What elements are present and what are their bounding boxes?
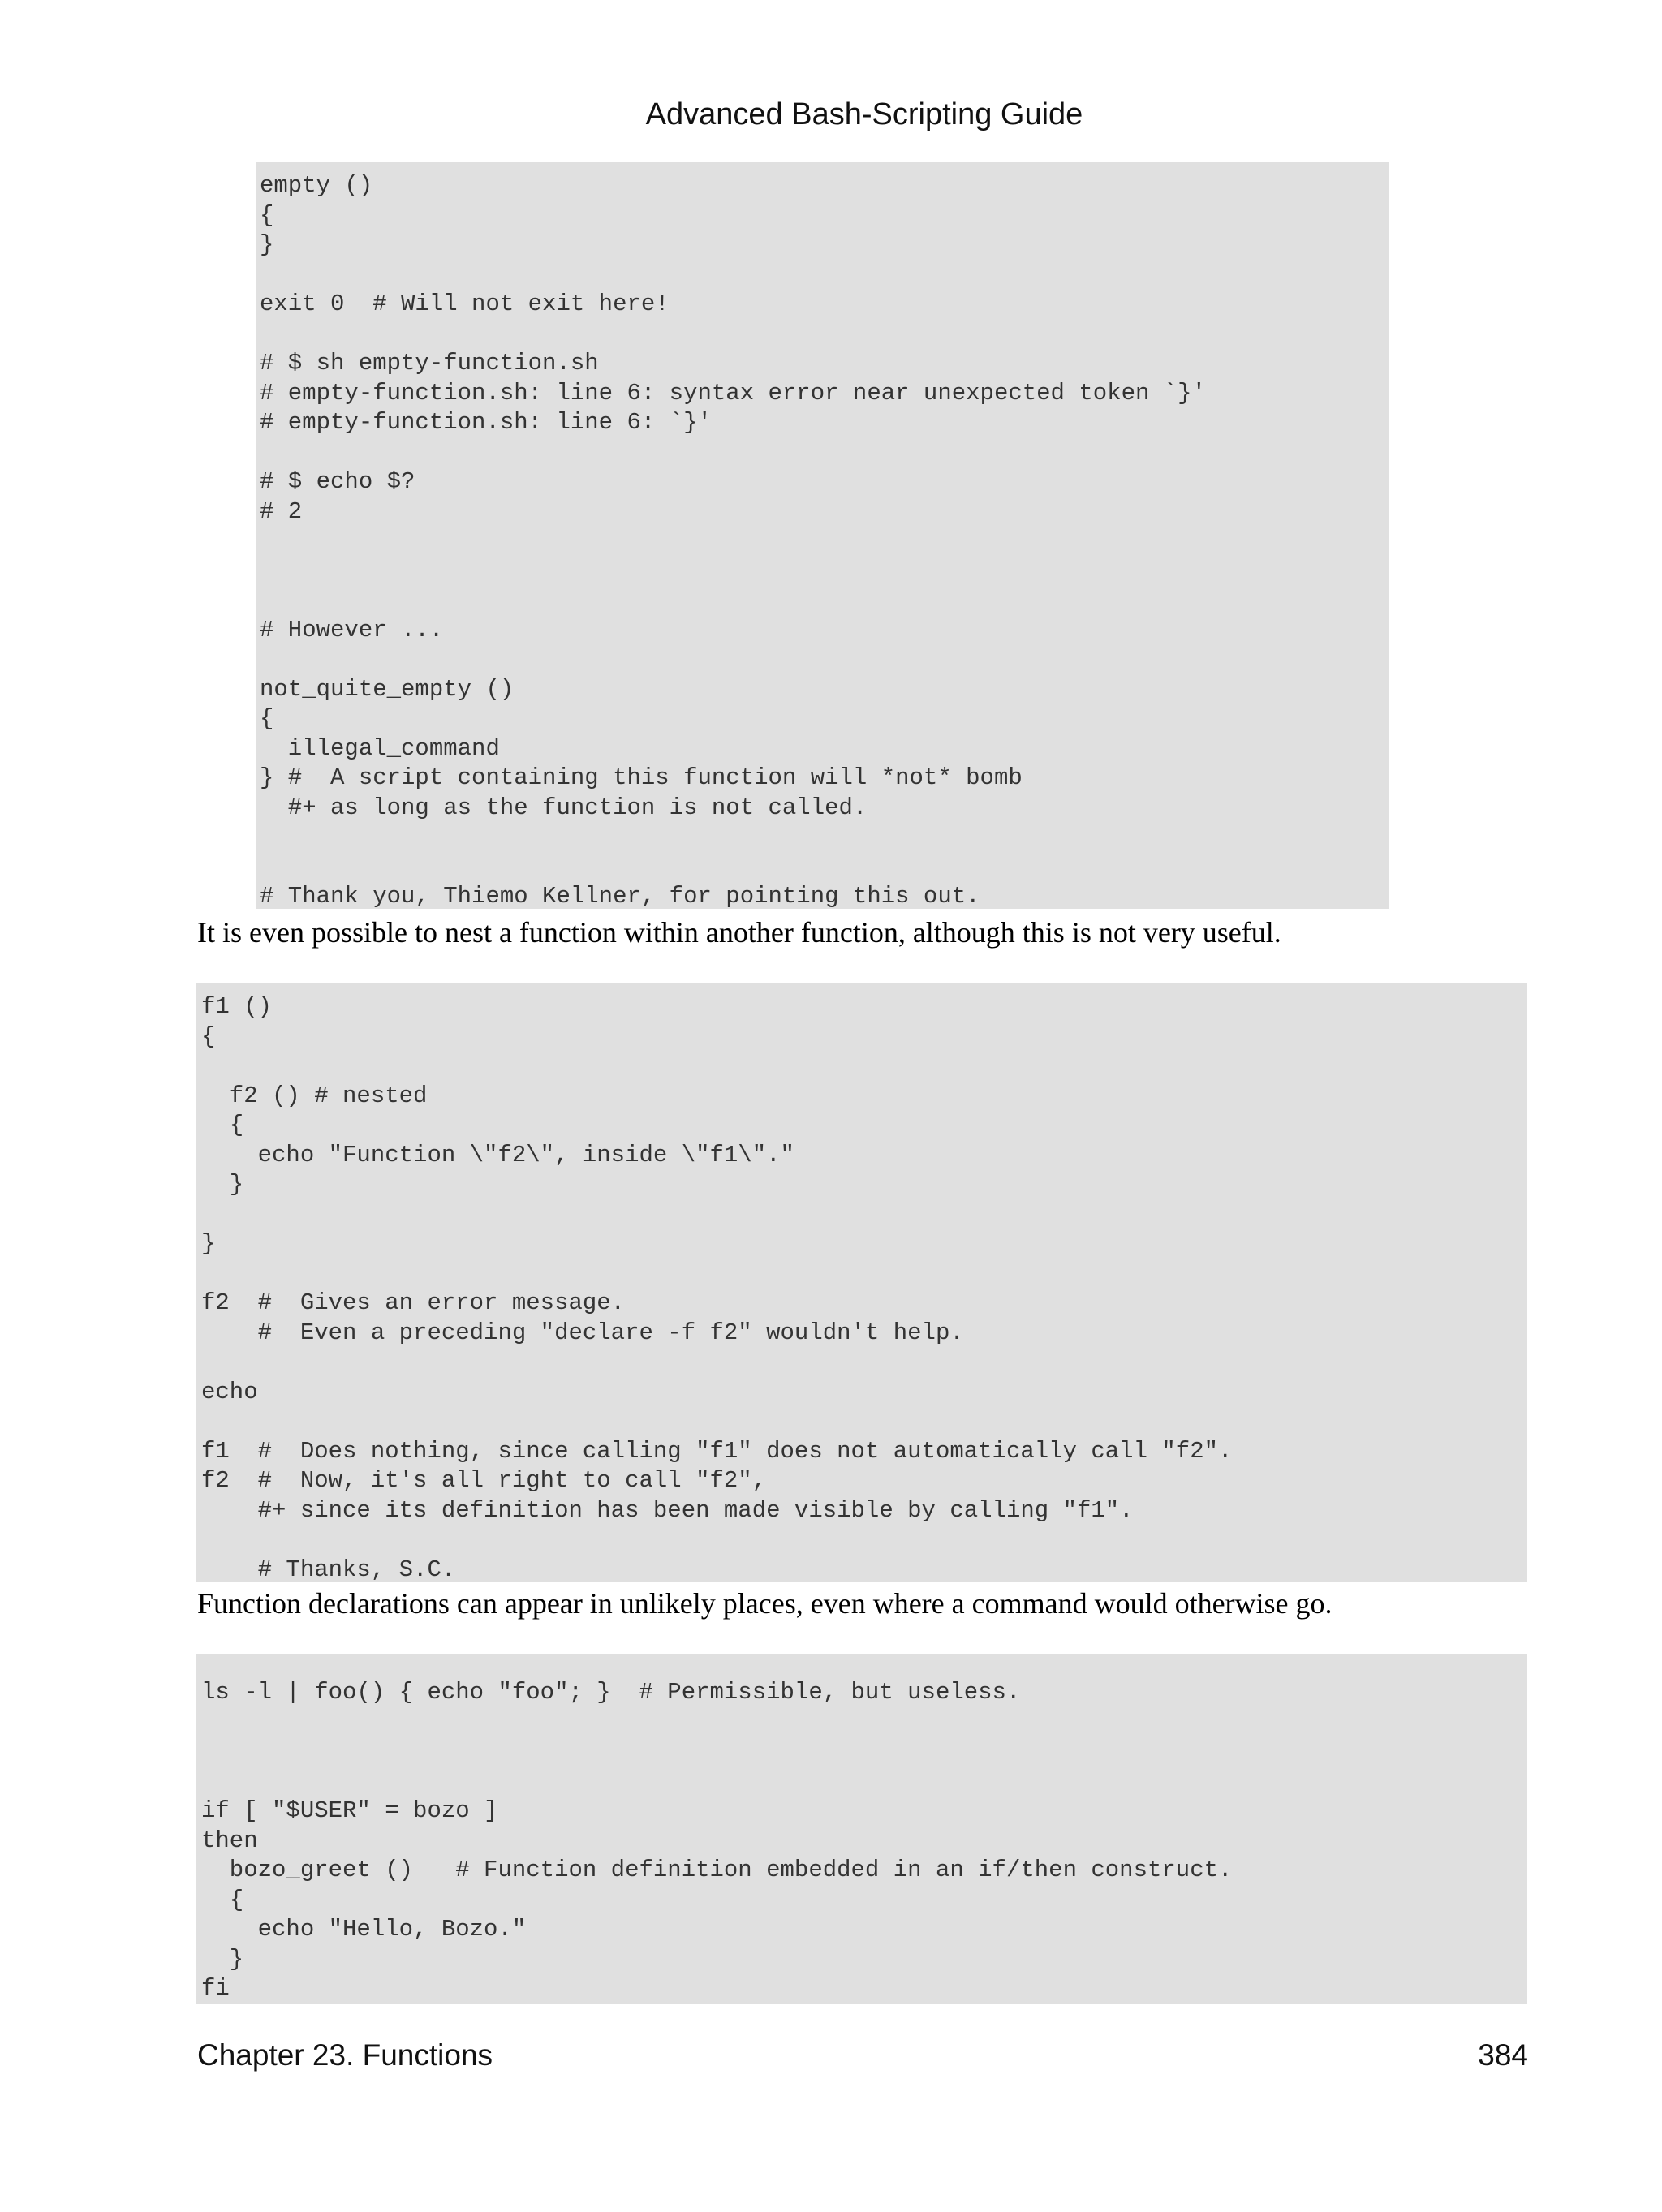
page-header-title: Advanced Bash-Scripting Guide <box>645 97 1083 131</box>
code-line: # Even a preceding "declare -f f2" wouldn't help. <box>201 1319 964 1346</box>
code-line: exit 0 # Will not exit here! <box>260 290 670 317</box>
code-line: f1 () <box>201 993 273 1020</box>
code-line: f2 # Gives an error message. <box>201 1289 626 1316</box>
code-line <box>260 823 1389 853</box>
code-line: then <box>201 1827 258 1854</box>
code-line: # 2 <box>260 497 303 525</box>
footer-page-number: 384 <box>1478 2038 1528 2072</box>
code-line: #+ since its definition has been made visible by calling "f1". <box>201 1496 1134 1524</box>
code-line <box>201 1052 1527 1082</box>
code-line: { <box>201 1112 244 1138</box>
code-line: illegal_command <box>260 734 500 762</box>
code-block-empty-function <box>256 162 1389 909</box>
code-line <box>260 527 1389 557</box>
paragraph-nested-functions: It is even possible to nest a function within another function, although this is not very useful. <box>197 916 1281 949</box>
code-line: # $ echo $? <box>260 468 416 495</box>
code-line: echo "Hello, Bozo." <box>201 1916 527 1943</box>
code-line: { <box>260 705 274 732</box>
code-line <box>260 853 1389 883</box>
code-line: echo <box>201 1378 258 1405</box>
code-line: # $ sh empty-function.sh <box>260 350 599 377</box>
code-block-nested-function <box>196 983 1527 1582</box>
code-line: empty () <box>260 172 373 199</box>
code-line: #+ as long as the function is not called. <box>260 794 868 821</box>
code-line: # However ... <box>260 616 444 643</box>
code-line: f2 () # nested <box>201 1082 428 1109</box>
code-line <box>260 557 1389 587</box>
code-line: } <box>201 1945 244 1973</box>
footer-chapter-title: Chapter 23. Functions <box>197 2038 493 2072</box>
code-line <box>260 438 1389 468</box>
code-line <box>201 1767 1527 1797</box>
code-line: } # A script containing this function will *not* bomb <box>260 764 1023 791</box>
code-line: f2 # Now, it's all right to call "f2", <box>201 1467 767 1494</box>
code-line <box>260 320 1389 350</box>
code-line: bozo_greet () # Function definition embedded in an if/then construct. <box>201 1857 1233 1883</box>
code-line: # Thank you, Thiemo Kellner, for pointing this out. <box>260 883 980 909</box>
code-line: } <box>201 1230 216 1257</box>
code-line <box>201 1407 1527 1437</box>
code-block-embedded-definition <box>196 1654 1527 2004</box>
code-line <box>260 586 1389 616</box>
code-line <box>201 1259 1527 1289</box>
paragraph-function-declarations: Function declarations can appear in unlikely places, even where a command would otherwise go. <box>197 1587 1333 1620</box>
code-line <box>201 1526 1527 1556</box>
code-line <box>201 1737 1527 1767</box>
code-line: } <box>201 1171 244 1198</box>
code-line: # empty-function.sh: line 6: `}' <box>260 409 712 436</box>
code-line: not_quite_empty () <box>260 675 515 703</box>
code-line: { <box>201 1886 244 1913</box>
code-line <box>201 1348 1527 1378</box>
code-line: f1 # Does nothing, since calling "f1" does not automatically call "f2". <box>201 1437 1233 1465</box>
code-line: if [ "$USER" = bozo ] <box>201 1797 498 1824</box>
code-line: { <box>260 201 274 229</box>
code-line <box>201 1200 1527 1230</box>
code-line <box>260 260 1389 290</box>
code-line: { <box>201 1022 216 1050</box>
code-line: } <box>260 231 274 258</box>
code-line: echo "Function \"f2\", inside \"f1\"." <box>201 1141 794 1168</box>
code-line: # Thanks, S.C. <box>201 1556 456 1582</box>
code-line <box>260 645 1389 675</box>
code-line: ls -l | foo() { echo "foo"; } # Permissible, but useless. <box>201 1679 1021 1706</box>
code-line <box>201 1708 1527 1738</box>
code-line: fi <box>201 1975 230 2002</box>
code-line: # empty-function.sh: line 6: syntax error near unexpected token `}' <box>260 379 1206 407</box>
